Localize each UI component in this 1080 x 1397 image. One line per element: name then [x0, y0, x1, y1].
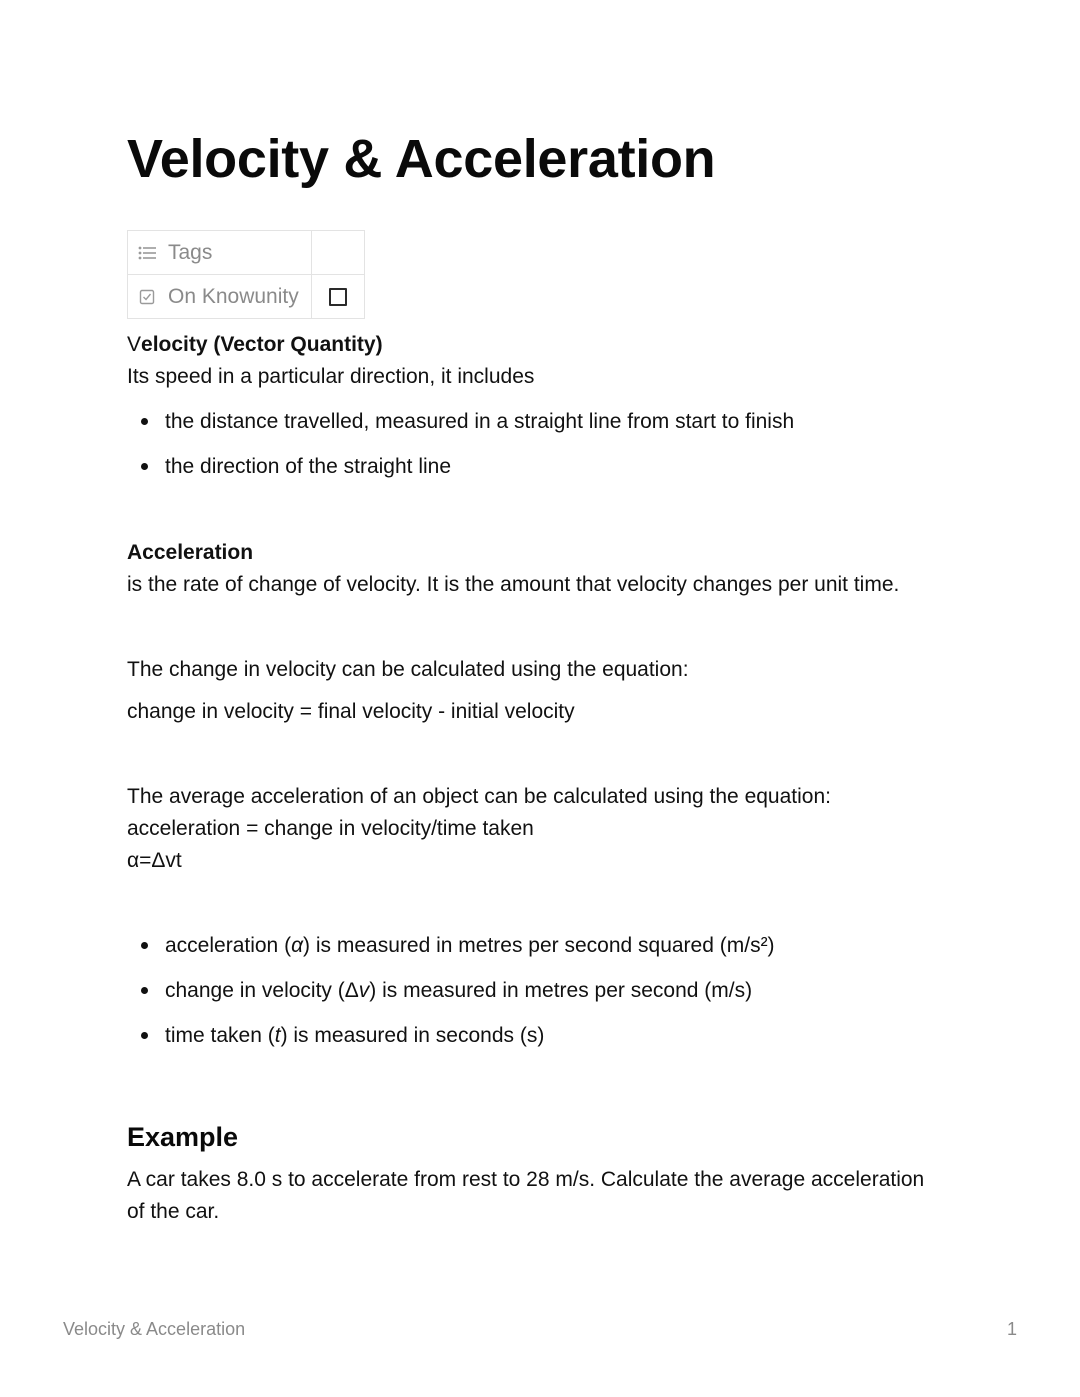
velocity-bullet-list [127, 399, 794, 489]
footer-page-number: 1 [1006, 1319, 1017, 1339]
average-acceleration-intro: The average acceleration of an object can be calculated using the equation: [127, 785, 831, 808]
property-row-tags [128, 231, 365, 275]
property-value-tags[interactable] [312, 231, 365, 275]
velocity-intro: Its speed in a particular direction, it includes [127, 365, 535, 388]
list-icon [138, 245, 158, 261]
list-item: time taken (t) is measured in seconds (s) [127, 1013, 775, 1058]
list-item: acceleration (α) is measured in metres per second squared (m/s²) [127, 923, 775, 968]
page-title: Velocity & Acceleration [127, 129, 716, 189]
velocity-heading: Velocity (Vector Quantity) [127, 333, 383, 356]
symbolic-equation: α=Δvt [127, 849, 182, 872]
property-row-on-knowunity [128, 275, 365, 319]
change-velocity-equation: change in velocity = final velocity - initial velocity [127, 700, 575, 723]
acceleration-heading: Acceleration [127, 541, 254, 564]
on-knowunity-checkbox[interactable] [329, 288, 347, 306]
example-heading: Example [127, 1122, 239, 1152]
example-text-line-2: of the car. [127, 1200, 220, 1223]
list-item: the distance travelled, measured in a straight line from start to finish [127, 399, 794, 444]
property-label-on-knowunity: On Knowunity [168, 284, 299, 308]
acceleration-definition: is the rate of change of velocity. It is the amount that velocity changes per unit time. [127, 573, 900, 596]
footer-title: Velocity & Acceleration [63, 1319, 246, 1339]
change-velocity-intro: The change in velocity can be calculated using the equation: [127, 658, 689, 681]
properties-table [127, 230, 365, 319]
example-text-line-1: A car takes 8.0 s to accelerate from rest to 28 m/s. Calculate the average acceleration [127, 1168, 925, 1191]
property-label-tags: Tags [168, 240, 213, 264]
list-item: the direction of the straight line [127, 444, 794, 489]
average-acceleration-equation: acceleration = change in velocity/time taken [127, 817, 534, 840]
units-bullet-list [127, 923, 775, 1058]
checkbox-icon [138, 288, 158, 306]
list-item: change in velocity (Δv) is measured in metres per second (m/s) [127, 968, 775, 1013]
